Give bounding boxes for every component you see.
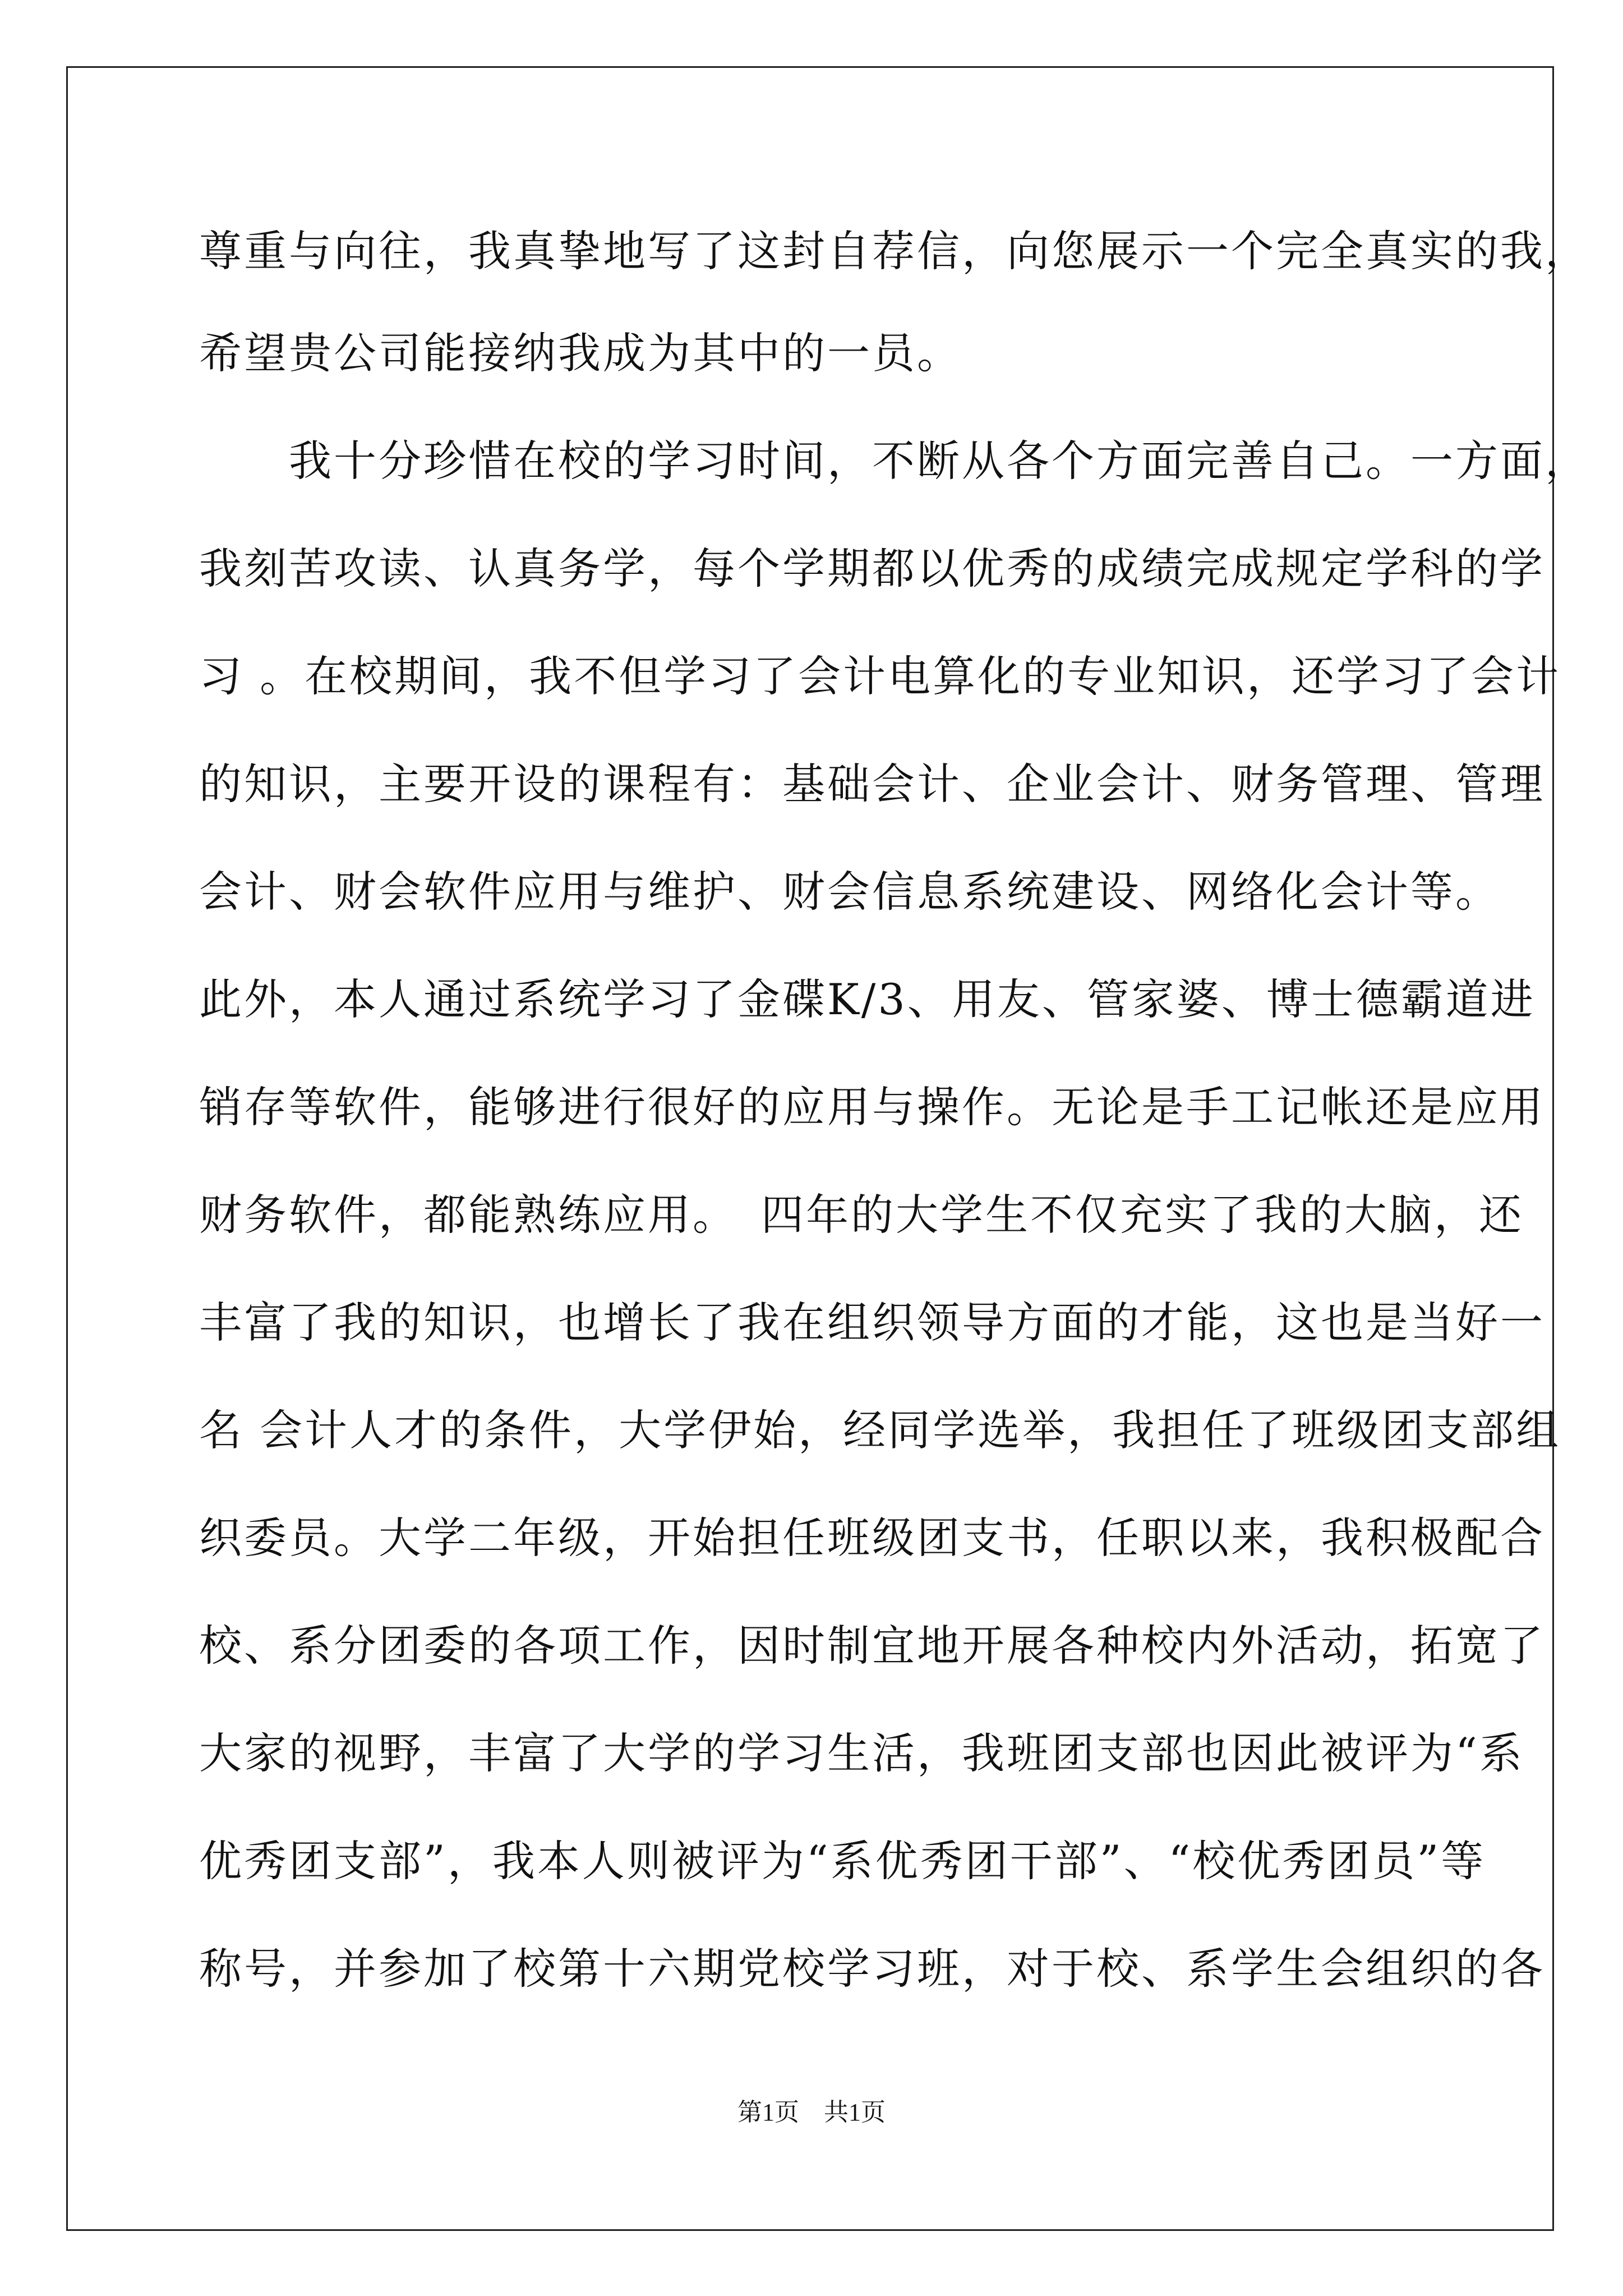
text-line: 销存等软件，能够进行很好的应用与操作。无论是手工记帐还是应用 bbox=[199, 1082, 1545, 1132]
text-line: 丰富了我的知识，也增长了我在组织领导方面的才能，这也是当好一 bbox=[199, 1297, 1545, 1347]
page-border bbox=[66, 66, 1590, 2231]
text-line: 优秀团支部”，我本人则被评为“系优秀团干部”、“校优秀团员”等 bbox=[199, 1836, 1486, 1886]
text-line: 希望贵公司能接纳我成为其中的一员。 bbox=[199, 328, 962, 378]
text-line: 会计、财会软件应用与维护、财会信息系统建设、网络化会计等。 bbox=[199, 867, 1500, 917]
text-line: 此外，本人通过系统学习了金碟K/3、用友、管家婆、博士德霸道进 bbox=[199, 974, 1536, 1024]
text-line: 的知识，主要开设的课程有：基础会计、企业会计、财务管理、管理 bbox=[199, 759, 1545, 809]
text-line: 尊重与向往，我真挚地写了这封自荐信，向您展示一个完全真实的我， bbox=[199, 226, 1590, 276]
text-line: 习 。在校期间，我不但学习了会计电算化的专业知识，还学习了会计 bbox=[199, 651, 1561, 701]
text-line: 财务软件，都能熟练应用。 四年的大学生不仅充实了我的大脑，还 bbox=[199, 1190, 1524, 1240]
text-line: 大家的视野，丰富了大学的学习生活，我班团支部也因此被评为“系 bbox=[199, 1728, 1524, 1778]
text-line: 名 会计人才的条件，大学伊始，经同学选举，我担任了班级团支部组 bbox=[199, 1405, 1561, 1455]
text-line: 称号，并参加了校第十六期党校学习班，对于校、系学生会组织的各 bbox=[199, 1944, 1545, 1994]
text-line: 我十分珍惜在校的学习时间，不断从各个方面完善自己。一方面， bbox=[199, 436, 1590, 486]
text-line: 织委员。大学二年级，开始担任班级团支书，任职以来，我积极配合 bbox=[199, 1513, 1545, 1563]
page-footer: 第1页 共1页 bbox=[737, 2099, 886, 2126]
text-line: 我刻苦攻读、认真务学，每个学期都以优秀的成绩完成规定学科的学 bbox=[199, 544, 1545, 593]
text-line: 校、系分团委的各项工作，因时制宜地开展各种校内外活动，拓宽了 bbox=[199, 1621, 1545, 1671]
